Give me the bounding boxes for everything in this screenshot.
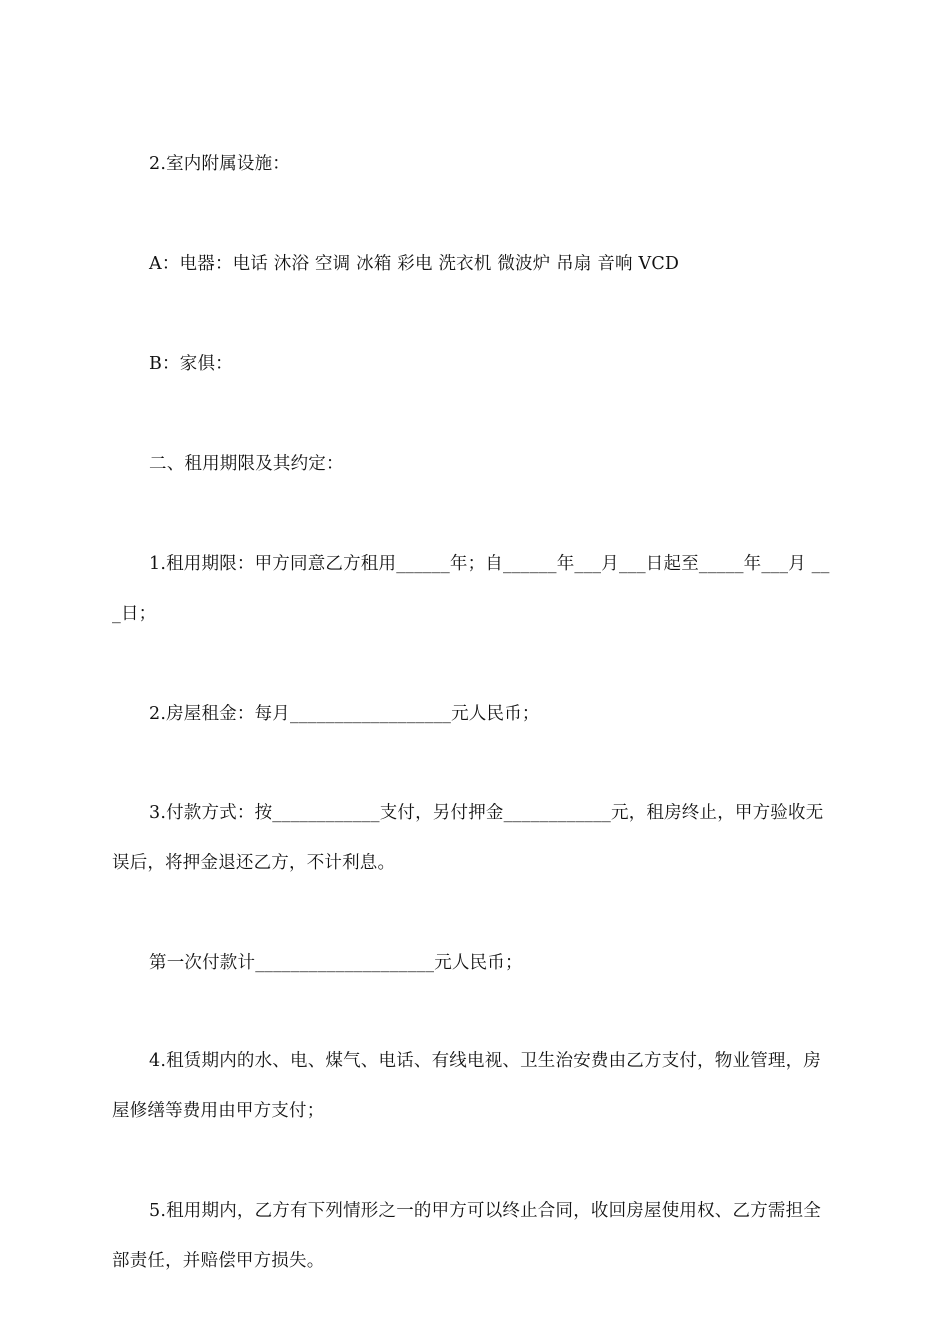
facilities-heading: 2.室内附属设施： [149,154,290,174]
payment-method-clause: 3.付款方式：按____________支付，另付押金____________元，租房终止，甲方验收无误后，将押金退还乙方，不计利息。 [112,803,824,873]
appliances-line: A：电器：电话 沐浴 空调 冰箱 彩电 洗衣机 微波炉 吊扇 音响 VCD [149,254,680,274]
rent-clause: 2.房屋租金：每月__________________元人民币； [149,704,540,724]
section-two-heading: 二、租用期限及其约定： [149,454,344,474]
lease-term-clause: 1.租用期限：甲方同意乙方租用______年；自______年___月___日起至_____年___月 ___日； [112,554,830,624]
furniture-line: B：家俱： [149,354,233,374]
utilities-clause: 4.租赁期内的水、电、煤气、电话、有线电视、卫生治安费由乙方支付，物业管理，房屋修缮等费用由甲方支付； [112,1051,821,1121]
first-payment-line: 第一次付款计____________________元人民币； [149,953,523,973]
termination-clause: 5.租用期内，乙方有下列情形之一的甲方可以终止合同，收回房屋使用权、乙方需担全部责任，并赔偿甲方损失。 [112,1201,821,1271]
